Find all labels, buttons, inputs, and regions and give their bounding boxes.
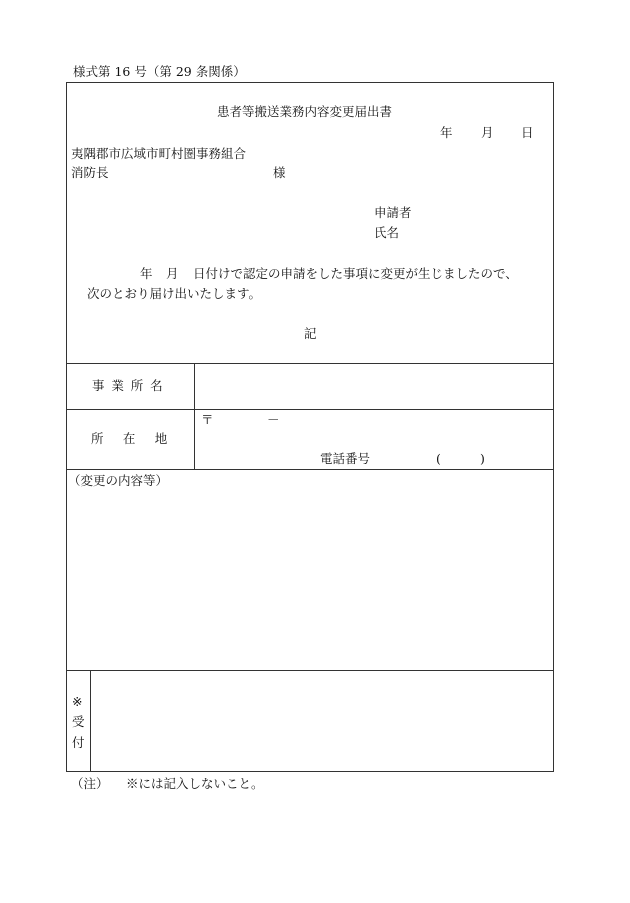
body-month: 月 xyxy=(166,266,179,281)
ki-label: 記 xyxy=(304,326,317,341)
divider-reception-column xyxy=(90,670,91,771)
addressee-honorific: 様 xyxy=(273,165,286,180)
document-title: 患者等搬送業務内容変更届出書 xyxy=(217,104,393,119)
location-label: 所在地 xyxy=(91,431,187,446)
change-content-label: （変更の内容等） xyxy=(68,473,169,488)
body-line1: 日付けで認定の申請をした事項に変更が生じましたので、 xyxy=(193,266,518,281)
reception-char-1: 受 xyxy=(72,714,85,729)
date-year: 年 xyxy=(440,125,453,140)
office-name-field[interactable] xyxy=(196,365,552,408)
phone-paren-close: ) xyxy=(480,451,485,466)
form-number: 様式第 16 号（第 29 条関係） xyxy=(73,64,246,79)
phone-label: 電話番号 xyxy=(320,451,371,466)
reception-char-2: 付 xyxy=(72,735,85,750)
body-line2: 次のとおり届け出いたします。 xyxy=(87,286,262,301)
date-day: 日 xyxy=(521,125,534,140)
location-field[interactable] xyxy=(196,411,552,468)
divider-change xyxy=(66,670,554,671)
postal-dash: － xyxy=(267,412,280,427)
reception-mark: ※ xyxy=(72,694,83,709)
applicant-label: 申請者 xyxy=(374,205,412,220)
applicant-name-label: 氏名 xyxy=(374,225,400,240)
divider-office xyxy=(66,409,554,410)
date-month: 月 xyxy=(481,125,494,140)
body-year: 年 xyxy=(140,266,153,281)
postal-mark: 〒 xyxy=(201,412,214,427)
addressee-organization: 夷隅郡市広域市町村圏事務組合 xyxy=(71,146,247,161)
change-content-field[interactable] xyxy=(68,492,551,668)
phone-paren-open: ( xyxy=(436,451,441,466)
divider-location xyxy=(66,469,554,470)
addressee-chief: 消防長 xyxy=(71,165,109,180)
office-name-label: 事業所名 xyxy=(92,378,170,393)
divider-label-column xyxy=(194,363,195,470)
divider-header xyxy=(66,363,554,364)
note-label: （注） xyxy=(71,776,109,791)
note-text: ※には記入しないこと。 xyxy=(126,776,264,791)
